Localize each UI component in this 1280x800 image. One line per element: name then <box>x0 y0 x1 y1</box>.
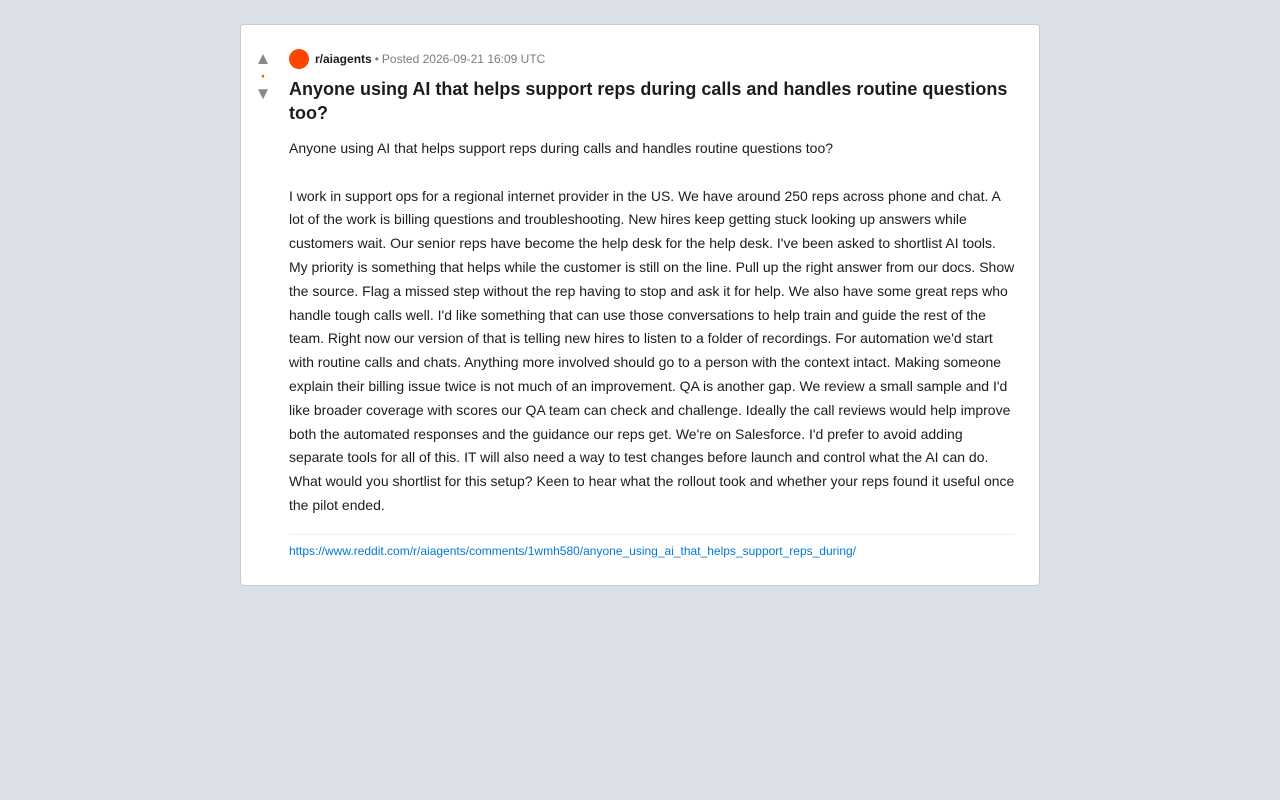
subreddit-link[interactable]: r/aiagents <box>315 52 372 66</box>
post-title[interactable]: Anyone using AI that helps support reps during calls and handles routine questions too? <box>289 79 1008 123</box>
vote-score: • <box>261 71 265 81</box>
vote-column <box>241 49 285 103</box>
upvote-arrow-icon[interactable]: ▲ <box>254 49 272 68</box>
post-content <box>289 49 1015 558</box>
post-body-paragraph: Anyone using AI that helps support reps during calls and handles routine questions too? <box>289 140 834 156</box>
post-permalink[interactable]: https://www.reddit.com/r/aiagents/comments/1wmh580/anyone_using_ai_that_helps_support_reps_during/ <box>289 543 856 558</box>
post-footer <box>289 534 1015 558</box>
post-timestamp: Posted 2026-09-21 16:09 UTC <box>381 52 546 66</box>
subreddit-avatar-icon[interactable] <box>289 49 309 69</box>
post-card <box>240 24 1040 586</box>
post-body-paragraph: I work in support ops for a regional internet provider in the US. We have around 250 reps across phone and chat. A lot of the work is billing questions and troubleshooting. New hires keep getting stuck looking up answers while customers wait. Our senior reps have become the help desk for the help desk. I've been asked to shortlist AI tools. My priority is something that helps while the customer is still on the line. Pull up the right answer from our docs. Show the source. Flag a missed step without the rep having to stop and ask it for help. We also have some great reps who handle tough calls well. I'd like something that can use those conversations to help train and guide the rest of the team. Right now our version of that is telling new hires to listen to a folder of recordings. For automation we'd start with routine calls and chats. Anything more involved should go to a person with the context intact. Making someone explain their billing issue twice is not much of an improvement. QA is another gap. We review a small sample and I'd like broader coverage with scores our QA team can check and challenge. Ideally the call reviews would help improve both the automated responses and the guidance our reps get. We're on Salesforce. I'd prefer to avoid adding separate tools for all of this. IT will also need a way to test changes before launch and control what the AI can do. What would you shortlist for this setup? Keen to hear what the rollout took and whether your reps found it useful once the pilot ended. <box>289 187 1015 513</box>
meta-separator: • <box>374 52 379 66</box>
post-body <box>289 137 1015 518</box>
post-meta <box>289 49 1015 69</box>
downvote-arrow-icon[interactable]: ▼ <box>254 84 272 103</box>
